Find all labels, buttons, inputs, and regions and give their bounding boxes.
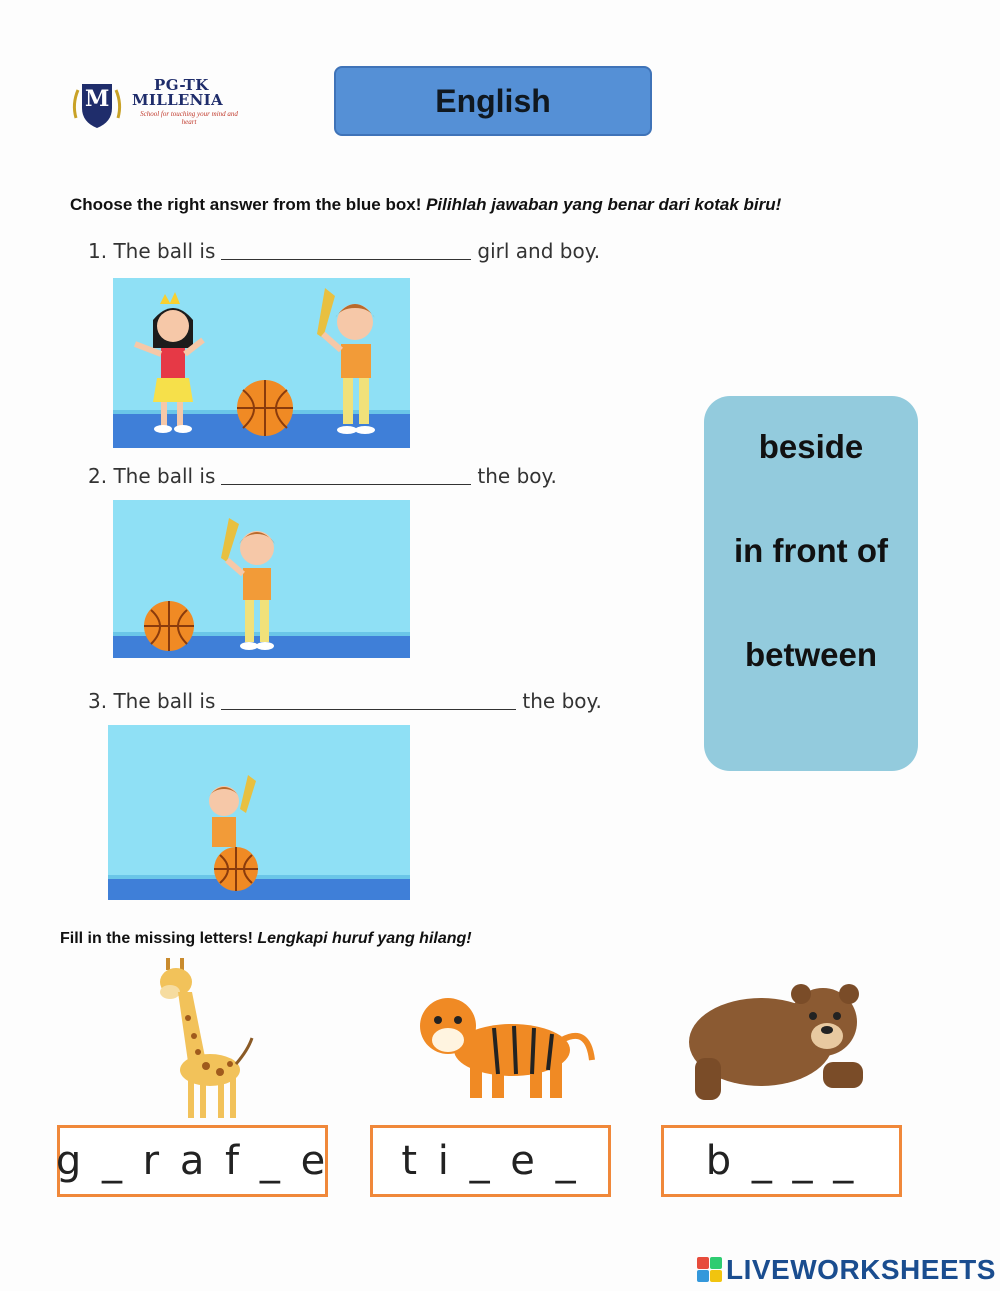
scene-girl-boy-ball [113, 278, 410, 448]
question-prefix: The ball is [113, 464, 216, 488]
question-2 [88, 464, 557, 488]
question-suffix: girl and boy. [477, 239, 601, 263]
question-suffix: the boy. [522, 689, 602, 713]
question-prefix: The ball is [113, 239, 216, 263]
answer-blank[interactable] [221, 467, 471, 485]
question-number: 1. [88, 239, 108, 263]
logo-title-line2: MILLENIA [132, 91, 223, 109]
question-prefix: The ball is [113, 689, 216, 713]
section2-instruction [60, 930, 472, 948]
logo-initial: M [85, 86, 110, 112]
answer-option-between[interactable]: between [744, 636, 878, 673]
word-pattern: b _ _ _ [705, 1138, 858, 1184]
tiger-image [412, 990, 598, 1102]
answer-blank[interactable] [221, 242, 471, 260]
answer-options-box [704, 396, 918, 771]
question-1 [88, 239, 600, 263]
question-number: 2. [88, 464, 108, 488]
question-suffix: the boy. [477, 464, 557, 488]
school-logo [62, 74, 242, 134]
logo-tagline: School for touching your mind and heart [140, 110, 238, 126]
instruction-bold: Choose the right answer from the blue box! [70, 195, 427, 214]
word-pattern: g _ r a f _ e [55, 1138, 330, 1184]
scene-ball-in-front-of-boy [108, 725, 410, 900]
liveworksheets-brand[interactable] [697, 1254, 996, 1286]
instruction-italic: Pilihlah jawaban yang benar dari kotak biru! [426, 195, 782, 214]
logo-title-line1: PG-TK [154, 76, 209, 94]
answer-option-in-front-of[interactable]: in front of [734, 532, 888, 569]
brand-name: LIVEWORKSHEETS [726, 1254, 996, 1285]
bear-image [673, 978, 873, 1110]
subject-banner [334, 66, 652, 136]
question-3 [88, 689, 602, 713]
answer-option-beside[interactable]: beside [758, 428, 864, 465]
word-box-tiger[interactable] [370, 1125, 611, 1197]
word-box-bear[interactable] [661, 1125, 902, 1197]
giraffe-image [148, 958, 258, 1120]
section1-instruction [70, 195, 781, 215]
instruction-bold: Fill in the missing letters! [60, 930, 258, 947]
instruction-italic: Lengkapi huruf yang hilang! [257, 930, 472, 947]
answer-blank[interactable] [221, 692, 516, 710]
brand-blocks-icon [697, 1257, 723, 1283]
word-pattern: t i _ e _ [401, 1138, 580, 1184]
question-number: 3. [88, 689, 108, 713]
scene-ball-beside-boy [113, 500, 410, 658]
word-box-giraffe[interactable] [57, 1125, 328, 1197]
subject-title: English [435, 82, 551, 119]
